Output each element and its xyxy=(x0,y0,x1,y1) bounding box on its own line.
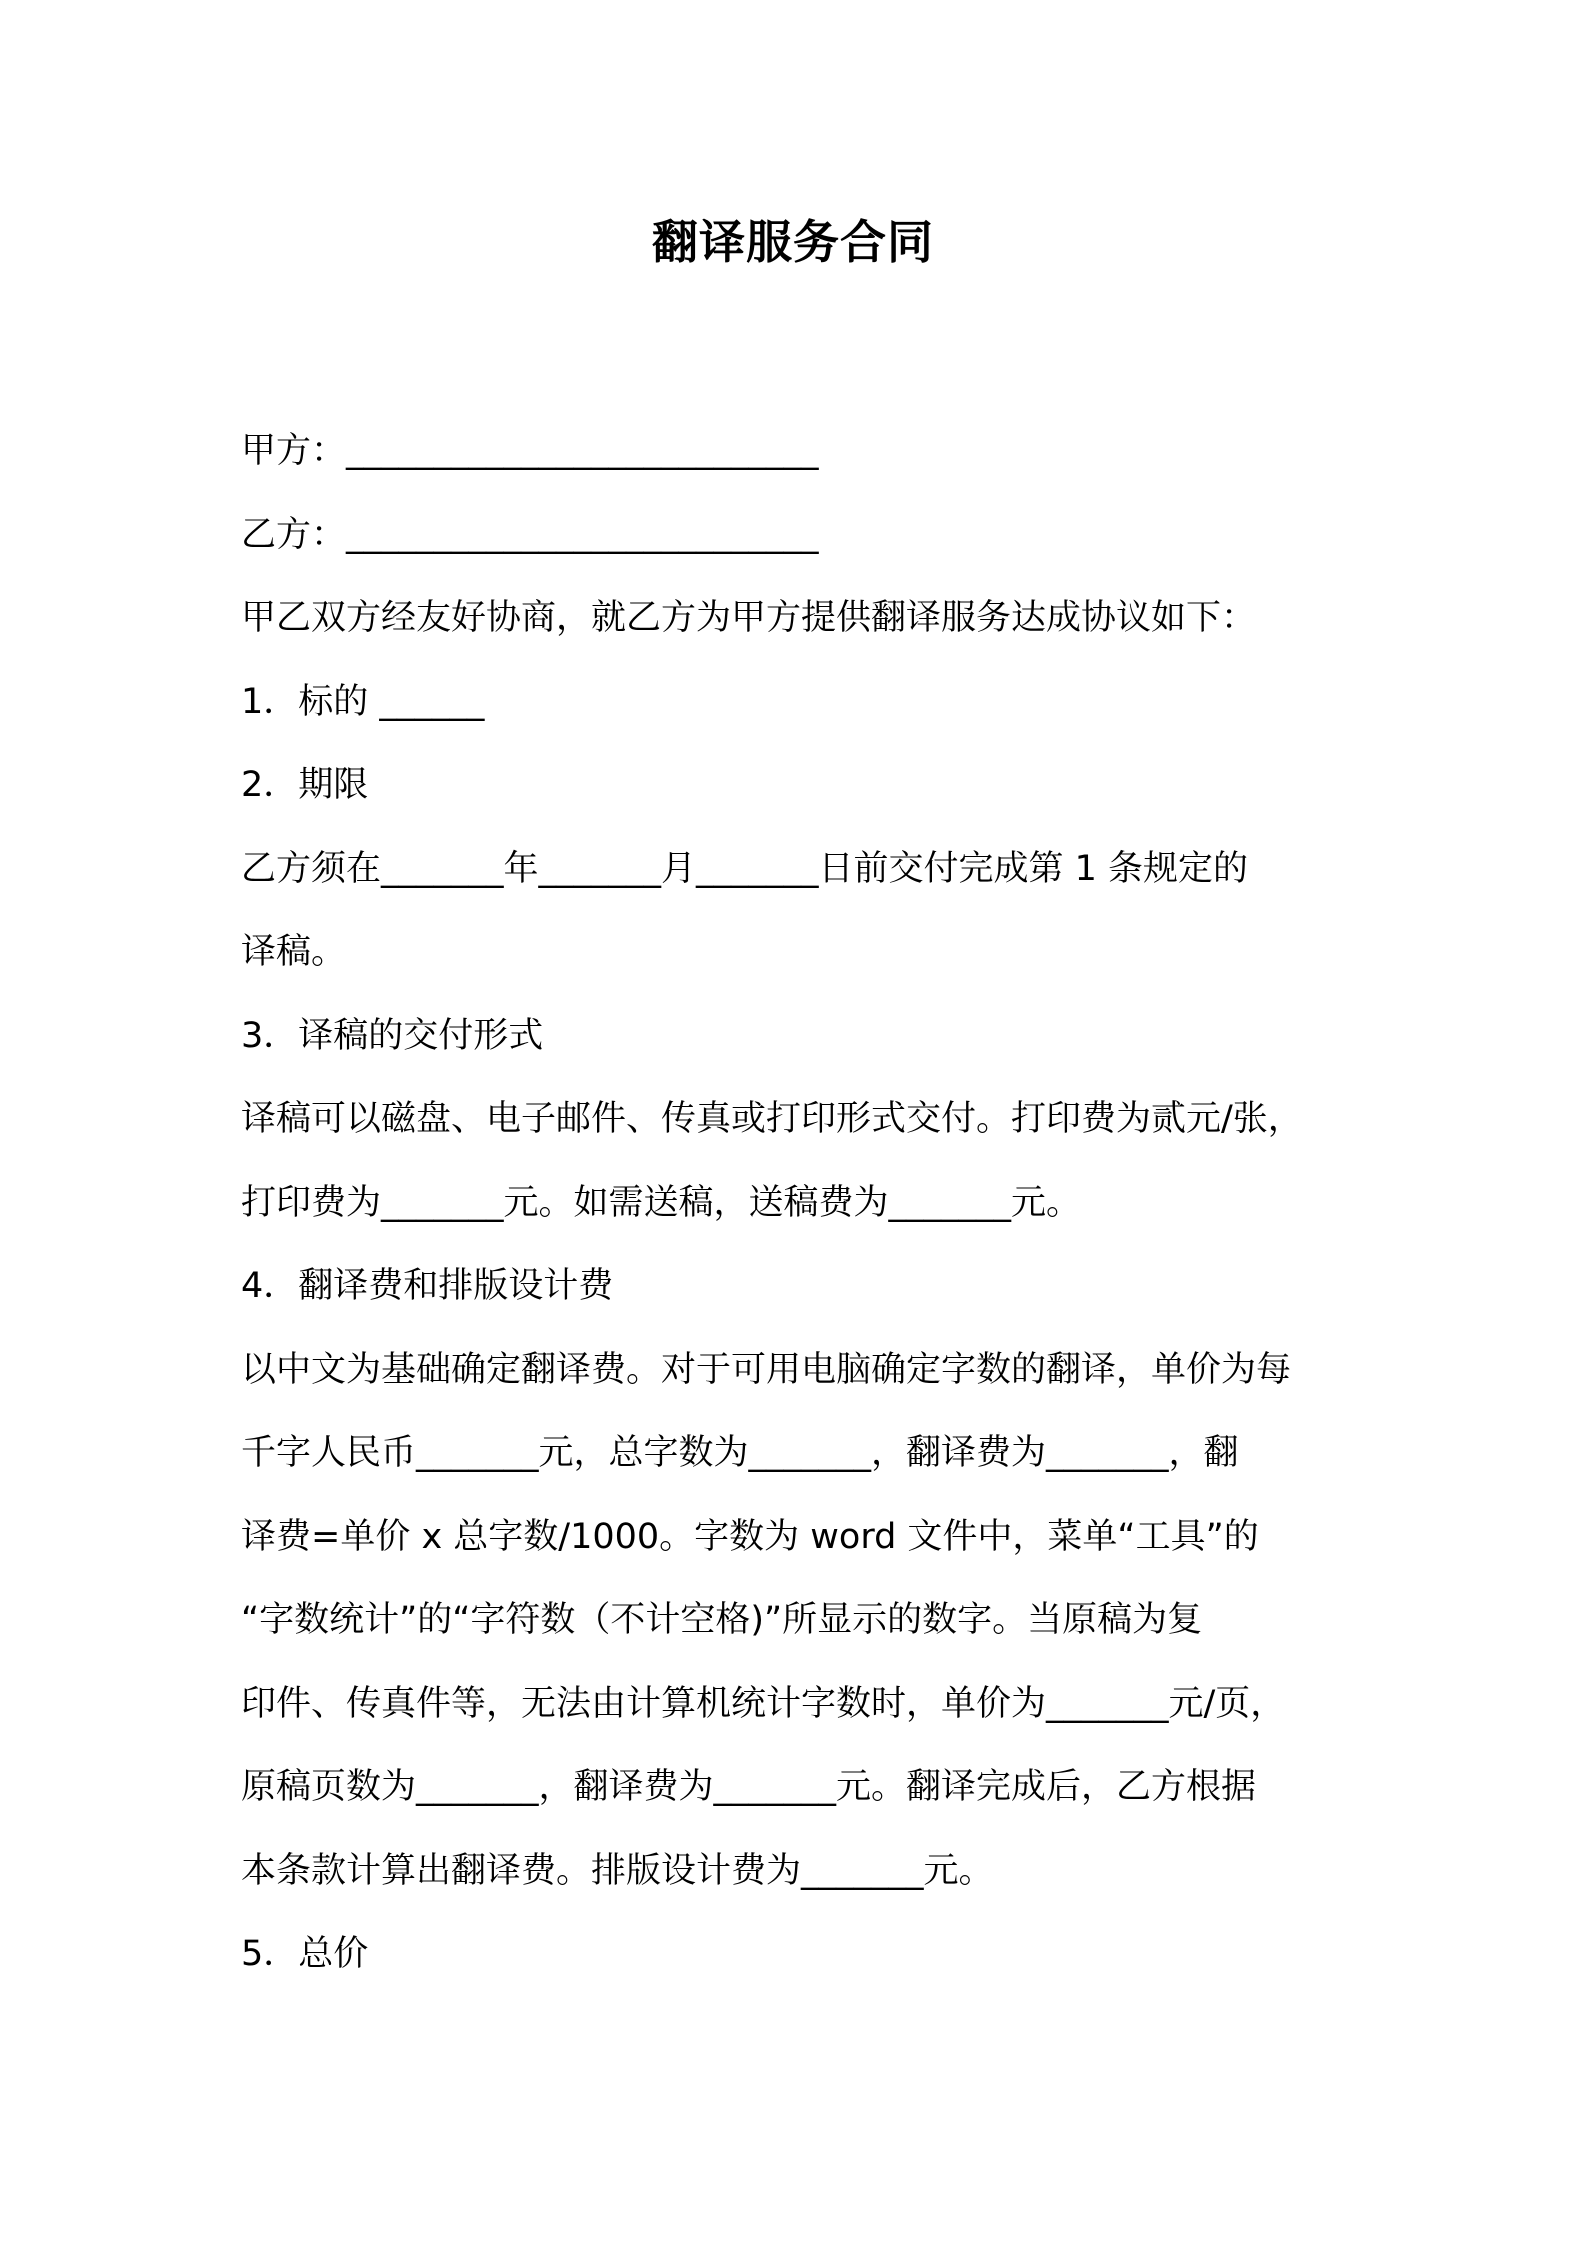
clause-4-text: 译费=单价 x 总字数/1000。字数为 word 文件中，菜单“工具”的 xyxy=(241,1516,1259,1557)
clause-3-heading: 3．译稿的交付形式 xyxy=(241,1015,544,1056)
clause-2-heading: 2．期限 xyxy=(241,765,369,805)
clause-4-text: 以中文为基础确定翻译费。对于可用电脑确定字数的翻译，单价为每 xyxy=(241,1349,1292,1390)
party-b-line: 乙方：___________________________ xyxy=(241,514,819,555)
document-body xyxy=(241,410,1351,1997)
clause-4-text: 本条款计算出翻译费。排版设计费为_______元。 xyxy=(241,1850,994,1891)
agreement-intro: 甲乙双方经友好协商，就乙方为甲方提供翻译服务达成协议如下： xyxy=(241,598,1257,638)
document-title: 翻译服务合同 xyxy=(652,215,934,269)
party-a-line: 甲方：___________________________ xyxy=(241,431,819,471)
clause-4-text: 印件、传真件等，无法由计算机统计字数时，单价为_______元/页， xyxy=(241,1683,1286,1724)
clause-3-text: 译稿可以磁盘、电子邮件、传真或打印形式交付。打印费为贰元/张， xyxy=(241,1099,1303,1139)
clause-5-heading: 5．总价 xyxy=(241,1934,369,1974)
clause-4-text: 千字人民币_______元，总字数为_______，翻译费为_______，翻 xyxy=(241,1433,1239,1473)
clause-4-text: 原稿页数为_______，翻译费为_______元。翻译完成后，乙方根据 xyxy=(241,1767,1257,1807)
clause-4-text: “字数统计”的“字符数（不计空格)”所显示的数字。当原稿为复 xyxy=(241,1600,1203,1640)
clause-3-text: 打印费为_______元。如需送稿，送稿费为_______元。 xyxy=(241,1182,1082,1223)
clause-4-heading: 4．翻译费和排版设计费 xyxy=(241,1266,614,1306)
clause-2-text: 乙方须在_______年_______月_______日前交付完成第 1 条规定的 xyxy=(241,848,1249,889)
clause-1-heading: 1．标的 ______ xyxy=(241,681,485,722)
clause-2-text: 译稿。 xyxy=(241,932,347,972)
